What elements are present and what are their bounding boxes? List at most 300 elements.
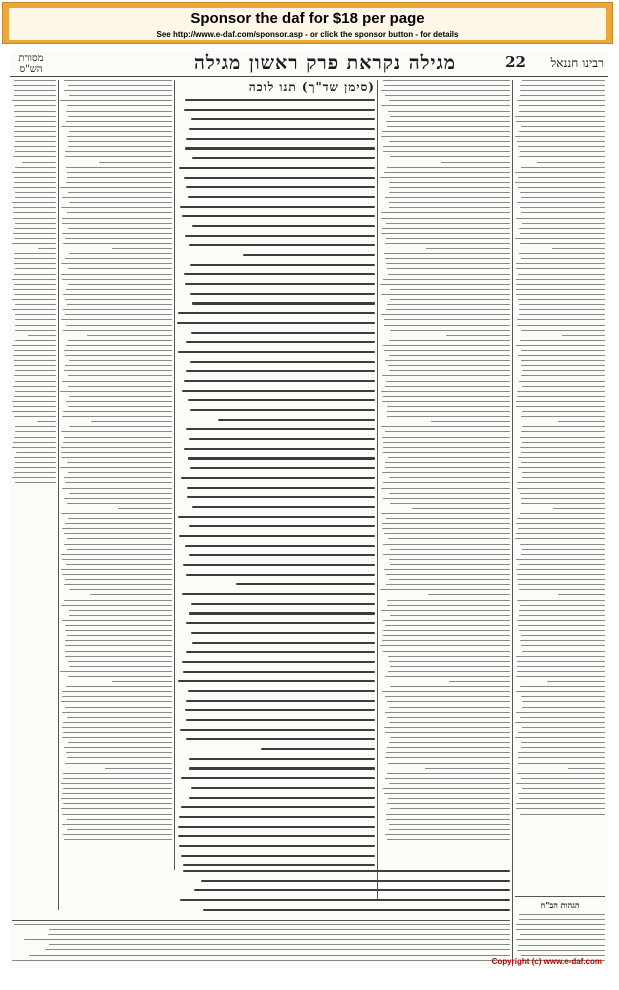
text-line bbox=[381, 426, 510, 427]
text-line bbox=[386, 518, 510, 519]
sponsor-title[interactable]: Sponsor the daf for $18 per page bbox=[190, 10, 425, 27]
text-line bbox=[189, 525, 375, 527]
text-line bbox=[558, 421, 605, 422]
text-line bbox=[388, 457, 510, 458]
text-line bbox=[389, 340, 510, 341]
text-line bbox=[15, 304, 56, 305]
text-line bbox=[519, 156, 605, 157]
text-line bbox=[64, 498, 172, 499]
text-line bbox=[12, 172, 56, 173]
text-line bbox=[390, 686, 510, 687]
text-line bbox=[520, 85, 605, 86]
text-line bbox=[14, 365, 56, 366]
text-line bbox=[517, 579, 605, 580]
text-line bbox=[386, 121, 510, 122]
text-line bbox=[520, 814, 605, 815]
text-line bbox=[64, 839, 172, 840]
margin-references-column bbox=[12, 80, 56, 900]
text-line bbox=[518, 177, 605, 178]
text-line bbox=[14, 263, 56, 264]
text-line bbox=[519, 309, 605, 310]
text-line bbox=[383, 345, 510, 346]
text-line bbox=[385, 462, 510, 463]
text-line bbox=[517, 620, 605, 621]
text-line bbox=[521, 258, 605, 259]
text-line bbox=[181, 806, 375, 808]
column-divider bbox=[512, 80, 513, 966]
text-line bbox=[178, 312, 375, 314]
text-line bbox=[522, 651, 605, 652]
text-line bbox=[517, 482, 605, 483]
text-line bbox=[515, 737, 605, 738]
text-line bbox=[383, 630, 510, 631]
text-line bbox=[189, 797, 375, 799]
text-line bbox=[15, 340, 56, 341]
text-line bbox=[61, 431, 172, 432]
text-line bbox=[13, 406, 56, 407]
text-line bbox=[390, 737, 510, 738]
text-line bbox=[521, 330, 605, 331]
text-line bbox=[182, 390, 375, 392]
text-line bbox=[68, 518, 172, 519]
text-line bbox=[69, 610, 172, 611]
text-line bbox=[517, 202, 605, 203]
text-line bbox=[15, 381, 56, 382]
text-line bbox=[516, 218, 605, 219]
text-line bbox=[517, 671, 605, 672]
text-line bbox=[14, 126, 56, 127]
sponsor-subtitle[interactable]: See http://www.e-daf.com/sponsor.asp - or click the sponsor button - for details bbox=[156, 30, 459, 39]
text-line bbox=[389, 493, 510, 494]
text-line bbox=[522, 442, 605, 443]
text-line bbox=[516, 939, 605, 940]
text-line bbox=[521, 498, 605, 499]
text-line bbox=[521, 747, 605, 748]
text-line bbox=[521, 635, 605, 636]
text-line bbox=[68, 661, 172, 662]
text-line bbox=[178, 516, 375, 518]
text-line bbox=[66, 289, 172, 290]
text-line bbox=[15, 116, 56, 117]
text-line bbox=[67, 177, 172, 178]
text-line bbox=[184, 273, 375, 275]
text-line bbox=[517, 773, 605, 774]
text-line bbox=[522, 386, 605, 387]
text-line bbox=[14, 457, 56, 458]
text-line bbox=[186, 186, 375, 188]
text-line bbox=[387, 803, 510, 804]
text-line bbox=[385, 834, 510, 835]
text-line bbox=[517, 325, 605, 326]
text-line bbox=[516, 569, 605, 570]
text-line bbox=[61, 783, 172, 784]
text-line bbox=[14, 467, 56, 468]
text-line bbox=[13, 442, 56, 443]
text-line bbox=[516, 808, 605, 809]
text-line bbox=[66, 167, 172, 168]
text-line bbox=[383, 279, 510, 280]
text-line bbox=[516, 279, 605, 280]
text-line bbox=[188, 196, 375, 198]
text-line bbox=[388, 671, 510, 672]
text-line bbox=[188, 690, 375, 692]
text-line bbox=[383, 788, 510, 789]
text-line bbox=[190, 409, 375, 411]
text-line bbox=[62, 223, 172, 224]
text-line bbox=[386, 381, 510, 382]
rabbeinu-chananel-column bbox=[515, 80, 605, 890]
text-line bbox=[13, 386, 56, 387]
text-line bbox=[388, 365, 510, 366]
text-line bbox=[243, 254, 375, 256]
text-line bbox=[61, 207, 172, 208]
text-line bbox=[553, 508, 605, 509]
text-line bbox=[203, 909, 510, 911]
text-line bbox=[68, 386, 172, 387]
text-line bbox=[386, 263, 510, 264]
text-line bbox=[515, 116, 605, 117]
text-line bbox=[64, 80, 172, 81]
column-divider bbox=[58, 80, 59, 910]
text-line bbox=[519, 914, 605, 915]
text-line bbox=[185, 99, 375, 101]
text-line bbox=[389, 370, 510, 371]
commentary-label: רבינו חננאל bbox=[550, 56, 604, 70]
text-line bbox=[381, 488, 510, 489]
text-line bbox=[521, 416, 605, 417]
text-line bbox=[516, 284, 605, 285]
text-line bbox=[186, 138, 375, 140]
text-line bbox=[184, 109, 375, 111]
text-line bbox=[521, 462, 605, 463]
text-line bbox=[66, 686, 172, 687]
text-line bbox=[520, 934, 605, 935]
text-line bbox=[69, 493, 172, 494]
text-line bbox=[62, 559, 172, 560]
text-line bbox=[191, 603, 375, 605]
text-line bbox=[389, 722, 510, 723]
text-line bbox=[68, 85, 172, 86]
text-line bbox=[522, 549, 605, 550]
text-line bbox=[520, 544, 605, 545]
text-line bbox=[68, 284, 172, 285]
text-line bbox=[69, 202, 172, 203]
text-line bbox=[65, 579, 172, 580]
text-line bbox=[191, 632, 375, 634]
text-line bbox=[15, 141, 56, 142]
text-line bbox=[515, 136, 605, 137]
text-line bbox=[562, 335, 605, 336]
text-line bbox=[384, 253, 510, 254]
text-line bbox=[382, 691, 510, 692]
text-line bbox=[68, 192, 172, 193]
text-line bbox=[14, 105, 56, 106]
text-line bbox=[521, 126, 605, 127]
text-line bbox=[384, 85, 510, 86]
text-line bbox=[383, 544, 510, 545]
text-line bbox=[385, 625, 510, 626]
text-line bbox=[63, 732, 172, 733]
text-line bbox=[517, 396, 605, 397]
text-line bbox=[67, 538, 172, 539]
text-line bbox=[67, 212, 172, 213]
text-line bbox=[516, 121, 605, 122]
text-line bbox=[186, 700, 375, 702]
tosafot-column bbox=[60, 80, 172, 900]
text-line bbox=[387, 773, 510, 774]
text-line bbox=[518, 757, 605, 758]
text-line bbox=[68, 742, 172, 743]
text-line bbox=[65, 314, 172, 315]
text-line bbox=[63, 803, 172, 804]
text-line bbox=[65, 651, 172, 652]
text-line bbox=[12, 447, 56, 448]
text-line bbox=[181, 477, 375, 479]
text-line bbox=[12, 960, 510, 961]
text-line bbox=[14, 396, 56, 397]
text-line bbox=[189, 128, 375, 130]
text-line bbox=[520, 95, 605, 96]
text-line bbox=[387, 839, 510, 840]
text-line bbox=[67, 503, 172, 504]
text-line bbox=[60, 391, 172, 392]
text-line bbox=[64, 600, 172, 601]
text-line bbox=[520, 605, 605, 606]
text-line bbox=[65, 763, 172, 764]
text-line bbox=[185, 709, 375, 711]
text-line bbox=[62, 574, 172, 575]
text-line bbox=[14, 294, 56, 295]
text-line bbox=[519, 564, 605, 565]
text-line bbox=[63, 309, 172, 310]
text-line bbox=[515, 722, 605, 723]
text-line bbox=[431, 421, 510, 422]
text-line bbox=[389, 707, 510, 708]
text-line bbox=[389, 182, 510, 183]
text-line bbox=[385, 467, 510, 468]
text-line bbox=[68, 472, 172, 473]
text-line bbox=[384, 533, 510, 534]
text-line bbox=[520, 233, 605, 234]
text-line bbox=[518, 187, 605, 188]
text-line bbox=[15, 151, 56, 152]
text-line bbox=[179, 816, 375, 818]
text-line bbox=[184, 177, 375, 179]
text-line bbox=[24, 939, 510, 940]
text-line bbox=[15, 314, 56, 315]
text-line bbox=[516, 656, 605, 657]
text-line bbox=[520, 207, 605, 208]
text-line bbox=[15, 370, 56, 371]
text-line bbox=[389, 559, 510, 560]
text-line bbox=[389, 829, 510, 830]
text-line bbox=[68, 375, 172, 376]
text-line bbox=[389, 100, 510, 101]
gemara-column bbox=[177, 80, 375, 870]
text-line bbox=[516, 559, 605, 560]
text-line bbox=[13, 85, 56, 86]
text-line bbox=[64, 747, 172, 748]
text-line bbox=[69, 426, 172, 427]
text-line bbox=[62, 416, 172, 417]
text-line bbox=[65, 299, 172, 300]
text-line bbox=[412, 508, 510, 509]
text-line bbox=[45, 949, 510, 950]
text-line bbox=[22, 162, 56, 163]
text-line bbox=[388, 538, 510, 539]
text-line bbox=[383, 442, 510, 443]
text-line bbox=[13, 289, 56, 290]
text-line bbox=[516, 401, 605, 402]
text-line bbox=[12, 243, 56, 244]
text-line bbox=[15, 121, 56, 122]
text-line bbox=[61, 605, 172, 606]
text-line bbox=[518, 274, 605, 275]
text-line bbox=[383, 447, 510, 448]
text-line bbox=[385, 778, 510, 779]
text-line bbox=[520, 717, 605, 718]
text-line bbox=[178, 351, 375, 353]
text-line bbox=[383, 80, 510, 81]
text-line bbox=[519, 615, 605, 616]
text-line bbox=[62, 737, 172, 738]
text-line bbox=[385, 258, 510, 259]
text-line bbox=[14, 360, 56, 361]
text-line bbox=[381, 294, 510, 295]
rashi-column bbox=[380, 80, 510, 900]
gloss-title: הגהות הב"ח bbox=[540, 900, 580, 910]
text-line bbox=[515, 182, 605, 183]
text-line bbox=[446, 335, 510, 336]
text-line bbox=[186, 428, 375, 430]
text-line bbox=[14, 146, 56, 147]
text-line bbox=[519, 228, 605, 229]
text-line bbox=[384, 325, 510, 326]
text-line bbox=[390, 330, 510, 331]
text-line bbox=[66, 325, 172, 326]
text-line bbox=[386, 584, 510, 585]
text-line bbox=[520, 640, 605, 641]
text-line bbox=[522, 727, 605, 728]
text-line bbox=[64, 350, 172, 351]
text-line bbox=[192, 506, 375, 508]
text-line bbox=[188, 457, 375, 459]
text-line bbox=[389, 824, 510, 825]
text-line bbox=[65, 151, 172, 152]
text-line bbox=[63, 722, 172, 723]
text-line bbox=[12, 401, 56, 402]
text-line bbox=[61, 447, 172, 448]
text-line bbox=[65, 523, 172, 524]
text-line bbox=[68, 141, 172, 142]
text-line bbox=[521, 197, 605, 198]
text-line bbox=[517, 666, 605, 667]
text-line bbox=[386, 574, 510, 575]
text-line bbox=[386, 223, 510, 224]
text-line bbox=[183, 671, 375, 673]
text-line bbox=[190, 361, 375, 363]
text-line bbox=[387, 416, 510, 417]
text-line bbox=[521, 350, 605, 351]
text-line bbox=[389, 187, 510, 188]
text-line bbox=[13, 355, 56, 356]
text-line bbox=[522, 701, 605, 702]
text-line bbox=[520, 686, 605, 687]
text-line bbox=[516, 929, 605, 930]
text-line bbox=[387, 406, 510, 407]
text-line bbox=[192, 157, 375, 159]
text-line bbox=[390, 116, 510, 117]
text-line bbox=[383, 620, 510, 621]
text-line bbox=[388, 763, 510, 764]
text-line bbox=[191, 332, 375, 334]
text-line bbox=[63, 330, 172, 331]
text-line bbox=[520, 513, 605, 514]
text-line bbox=[28, 335, 56, 336]
text-line bbox=[385, 757, 510, 758]
text-line bbox=[519, 381, 605, 382]
text-line bbox=[66, 121, 172, 122]
text-line bbox=[186, 738, 375, 740]
text-line bbox=[180, 729, 375, 731]
text-line bbox=[387, 747, 510, 748]
text-line bbox=[388, 111, 510, 112]
text-line bbox=[382, 131, 510, 132]
text-line bbox=[189, 554, 375, 556]
text-line bbox=[521, 742, 605, 743]
text-line bbox=[65, 482, 172, 483]
text-line bbox=[191, 787, 375, 789]
talmud-page bbox=[10, 50, 608, 968]
text-line bbox=[67, 757, 172, 758]
text-line bbox=[60, 671, 172, 672]
text-line bbox=[515, 172, 605, 173]
text-line bbox=[13, 187, 56, 188]
text-line bbox=[383, 396, 510, 397]
text-line bbox=[516, 924, 605, 925]
text-line bbox=[190, 264, 375, 266]
text-line bbox=[61, 513, 172, 514]
text-line bbox=[67, 819, 172, 820]
text-line bbox=[522, 477, 605, 478]
text-line bbox=[517, 391, 605, 392]
text-line bbox=[516, 691, 605, 692]
text-line bbox=[15, 426, 56, 427]
text-line bbox=[522, 707, 605, 708]
text-line bbox=[63, 834, 172, 835]
text-line bbox=[62, 218, 172, 219]
text-line bbox=[520, 151, 605, 152]
text-line bbox=[389, 579, 510, 580]
text-line bbox=[63, 788, 172, 789]
text-line bbox=[385, 360, 510, 361]
text-line bbox=[66, 401, 172, 402]
text-line bbox=[14, 924, 510, 925]
text-line bbox=[552, 248, 605, 249]
text-line bbox=[179, 535, 375, 537]
text-line bbox=[519, 105, 605, 106]
text-line bbox=[37, 421, 56, 422]
text-line bbox=[179, 167, 375, 169]
text-line bbox=[381, 391, 510, 392]
text-line bbox=[14, 284, 56, 285]
text-line bbox=[87, 335, 172, 336]
text-line bbox=[181, 777, 375, 779]
text-line bbox=[13, 207, 56, 208]
text-line bbox=[385, 696, 510, 697]
sponsor-button[interactable] bbox=[9, 8, 606, 40]
text-line bbox=[380, 177, 510, 178]
